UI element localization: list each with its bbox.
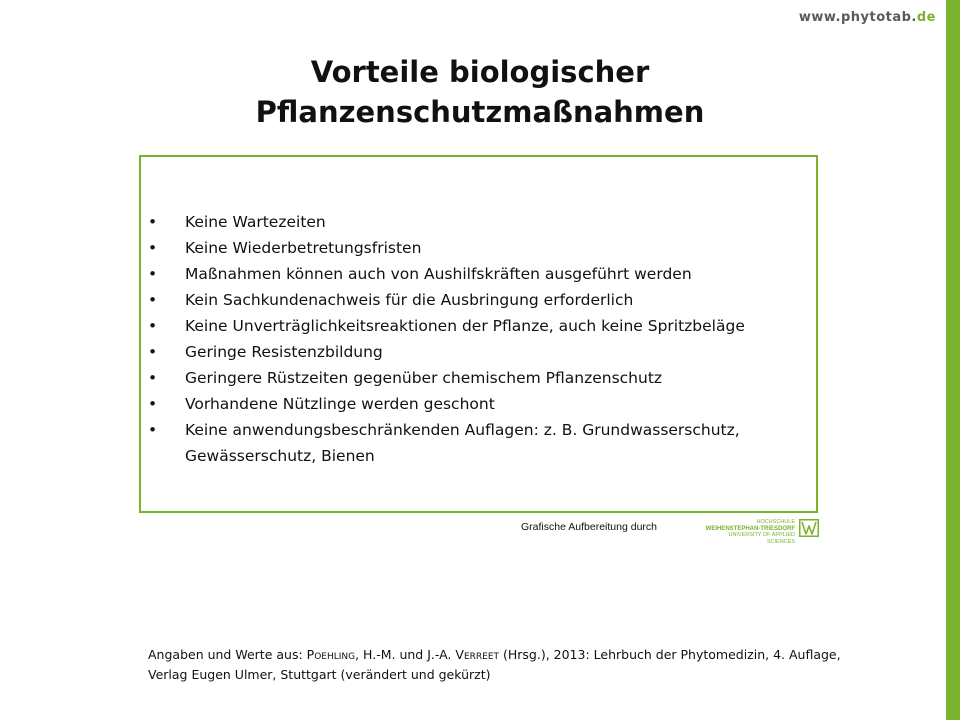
list-item-text: Kein Sachkundenachweis für die Ausbringung erforderlich bbox=[185, 291, 634, 309]
site-url-main: www.phytotab. bbox=[798, 10, 917, 25]
slide-title bbox=[140, 52, 820, 132]
university-logo-text bbox=[703, 519, 795, 545]
logo-line-1: HOCHSCHULE bbox=[756, 519, 795, 525]
list-item-text: Vorhandene Nützlinge werden geschont bbox=[185, 395, 495, 413]
list-item-text: Keine Unverträglichkeitsreaktionen der Pflanze, auch keine Spritzbeläge bbox=[185, 317, 745, 335]
list-item bbox=[148, 313, 818, 339]
list-item bbox=[148, 365, 818, 391]
list-item-text: Geringe Resistenzbildung bbox=[185, 343, 383, 361]
list-item-text: Keine anwendungsbeschränkenden Auflagen: z. B. Grundwasserschutz, Gewässerschutz, Bienen bbox=[185, 421, 740, 465]
source-citation bbox=[148, 645, 848, 685]
credit-label: Grafische Aufbereitung durch bbox=[521, 521, 657, 533]
bullet-icon: • bbox=[148, 213, 158, 231]
slide-title-line2: Pflanzenschutzmaßnahmen bbox=[255, 95, 705, 129]
list-item bbox=[148, 339, 818, 365]
list-item bbox=[148, 235, 818, 261]
list-item bbox=[148, 287, 818, 313]
source-mid: , H.-M. und J.-A. bbox=[355, 647, 456, 662]
university-logo bbox=[703, 519, 821, 545]
bullet-icon: • bbox=[148, 291, 158, 309]
advantages-list bbox=[148, 209, 818, 469]
site-url[interactable] bbox=[799, 10, 936, 25]
list-item-text: Keine Wartezeiten bbox=[185, 213, 326, 231]
list-item bbox=[148, 417, 818, 469]
list-item bbox=[148, 261, 818, 287]
slide-title-line1: Vorteile biologischer bbox=[310, 55, 650, 89]
right-accent-bar bbox=[946, 0, 960, 720]
bullet-icon: • bbox=[148, 395, 158, 413]
bullet-icon: • bbox=[148, 343, 158, 361]
list-item-text: Maßnahmen können auch von Aushilfskräften ausgeführt werden bbox=[185, 265, 692, 283]
bullet-icon: • bbox=[148, 239, 158, 257]
source-author-1: Poehling bbox=[306, 647, 356, 662]
bullet-icon: • bbox=[148, 369, 158, 387]
list-item-text: Keine Wiederbetretungsfristen bbox=[185, 239, 422, 257]
list-item-text: Geringere Rüstzeiten gegenüber chemischem Pflanzenschutz bbox=[185, 369, 663, 387]
logo-line-2: WEIHENSTEPHAN-TRIESDORF bbox=[705, 525, 795, 532]
bullet-icon: • bbox=[148, 317, 158, 335]
logo-line-3: UNIVERSITY OF APPLIED SCIENCES bbox=[728, 532, 795, 545]
bullet-icon: • bbox=[148, 265, 158, 283]
source-author-2: Verreet bbox=[455, 647, 500, 662]
source-prefix: Angaben und Werte aus: bbox=[148, 647, 307, 662]
university-logo-icon bbox=[799, 519, 819, 537]
site-url-tld: de bbox=[916, 10, 936, 25]
source-rest: (Hrsg.), 2013: Lehrbuch der Phytomedizin, 4. Auflage, Verlag Eugen Ulmer, Stuttgart (verändert und gekürzt) bbox=[148, 647, 841, 682]
list-item bbox=[148, 391, 818, 417]
bullet-icon: • bbox=[148, 421, 158, 439]
list-item bbox=[148, 209, 818, 235]
